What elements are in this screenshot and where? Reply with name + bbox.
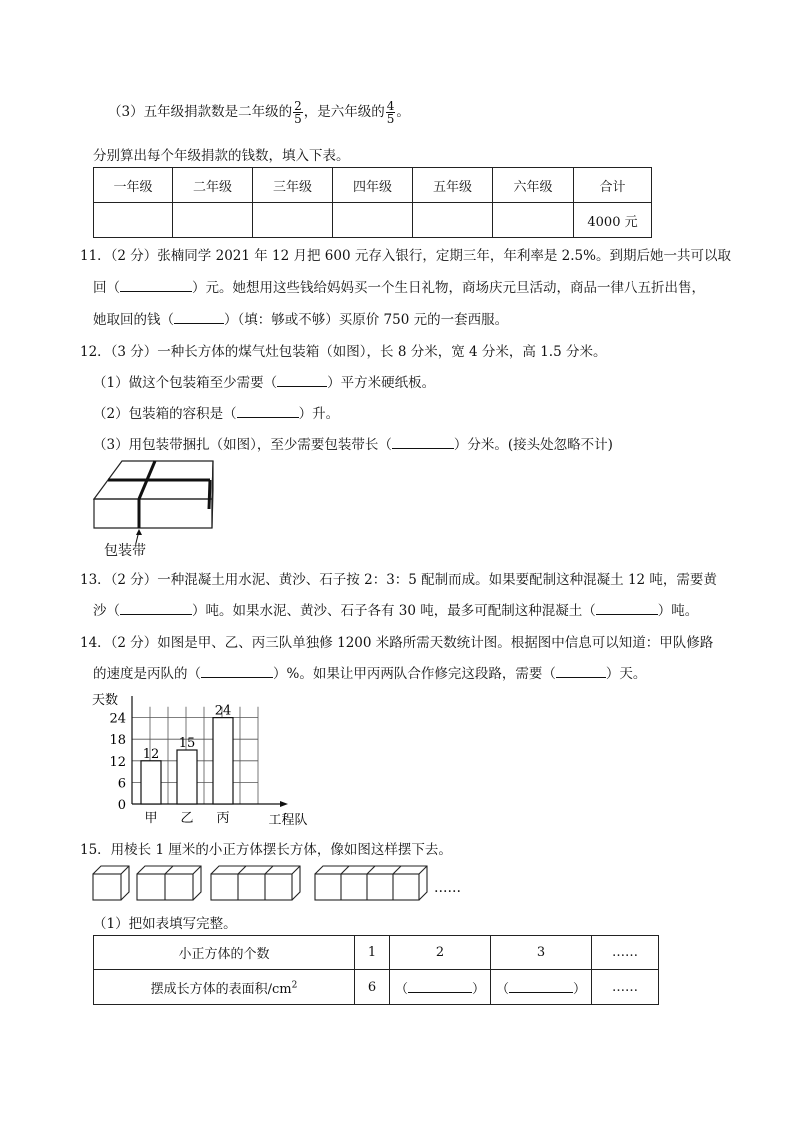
y-axis-label: 天数 — [92, 693, 119, 708]
box-side-face — [212, 461, 213, 528]
header-grade2: 二年级 — [173, 168, 253, 203]
q11-line2: 回（ ）元。她想用这些钱给妈妈买一个生日礼物，商场庆元旦活动，商品一律八五折出售， — [93, 280, 705, 296]
area-2-cell: （ ） — [390, 970, 491, 1005]
donation-table — [93, 167, 652, 238]
header-grade3: 三年级 — [253, 168, 333, 203]
cell-grade2[interactable] — [173, 203, 253, 238]
q12-answer-2[interactable] — [237, 405, 299, 418]
q12-line1: 12．（3 分）一种长方体的煤气灶包装箱（如图），长 8 分米，宽 4 分米，高 1.5 分米。 — [80, 344, 607, 360]
bar-丙 — [213, 718, 233, 804]
q13-answer-2[interactable] — [596, 602, 658, 615]
category-label: 乙 — [180, 811, 194, 826]
area-1: 6 — [355, 970, 390, 1005]
q14-line2: 的速度是丙队的（ ）%。如果让甲丙两队合作修完这段路，需要（ ）天。 — [93, 666, 647, 682]
cell-grade5[interactable] — [413, 203, 493, 238]
q15-part1: （1）把如表填写完整。 — [93, 916, 237, 932]
strap — [108, 461, 210, 528]
q12-answer-1[interactable] — [277, 374, 327, 387]
area-3-answer[interactable] — [509, 980, 573, 993]
header-total: 合计 — [574, 168, 652, 203]
q13-answer-1[interactable] — [120, 602, 192, 615]
cube-group-2 — [137, 866, 201, 900]
surface-area-table — [93, 935, 659, 1005]
cell-grade1[interactable] — [94, 203, 173, 238]
count-2: 2 — [390, 936, 491, 970]
cell-grade4[interactable] — [333, 203, 413, 238]
category-label: 甲 — [144, 811, 158, 826]
arrow-head — [136, 529, 142, 535]
bar-甲 — [141, 761, 161, 804]
strap-label: 包装带 — [104, 543, 146, 559]
cubes-ellipsis: …… — [434, 880, 461, 896]
data-label: 15 — [178, 736, 196, 751]
cube-group-4 — [315, 866, 427, 900]
cube-group-1 — [93, 866, 129, 900]
q11-answer-1[interactable] — [120, 279, 192, 292]
data-label: 12 — [142, 746, 160, 762]
y-tick-label: 18 — [109, 733, 126, 749]
q14-answer-1[interactable] — [201, 665, 273, 678]
y-tick-label: 0 — [117, 798, 126, 813]
q11-line1: 11．（2 分）张楠同学 2021 年 12 月把 600 元存入银行，定期三年，年利率是 2.5%。到期后她一共可以取 — [80, 248, 731, 264]
area-more: …… — [592, 970, 659, 1005]
q10-part3: （3）五年级捐款数是二年级的 $\frac{2}{5}$ ，是六年级的 $\frac{4}{5}$ 。 — [108, 99, 410, 126]
y-tick-label: 12 — [109, 754, 126, 770]
count-1: 1 — [355, 936, 390, 970]
row2-label: 摆成长方体的表面积$/cm^2$ — [94, 970, 355, 1005]
area-3-cell: （ ） — [491, 970, 592, 1005]
cell-grade3[interactable] — [253, 203, 333, 238]
header-grade1: 一年级 — [94, 168, 173, 203]
header-grade4: 四年级 — [333, 168, 413, 203]
bar-乙 — [177, 750, 197, 804]
q15-line1: 15．用棱长 1 厘米的小正方体摆长方体，像如图这样摆下去。 — [80, 842, 452, 858]
q13-line2: 沙（ ）吨。如果水泥、黄沙、石子各有 30 吨，最多可配制这种混凝土（ ）吨。 — [93, 603, 699, 619]
x-axis-label: 工程队 — [268, 813, 308, 828]
cube-arrangement-figure — [92, 864, 432, 904]
q10-instruction: 分别算出每个年级捐款的钱数，填入下表。 — [93, 148, 350, 164]
header-grade5: 五年级 — [413, 168, 493, 203]
count-more: …… — [592, 936, 659, 970]
q12-part1: （1）做这个包装箱至少需要（ ）平方米硬纸板。 — [93, 375, 436, 391]
q14-line1: 14．（2 分）如图是甲、乙、丙三队单独修 1200 米路所需天数统计图。根据图中信息可以知道：甲队修路 — [80, 635, 714, 651]
q12-part3: （3）用包装带捆扎（如图），至少需要包装带长（ ）分米。(接头处忽略不计) — [93, 437, 613, 453]
area-2-answer[interactable] — [408, 980, 472, 993]
category-label: 丙 — [216, 811, 230, 826]
fraction-4-5: $\frac{4}{5}$ — [386, 99, 395, 126]
q13-line1: 13．（2 分）一种混凝土用水泥、黄沙、石子按 2：3：5 配制而成。如果要配制这种混凝土 12 吨，需要黄 — [80, 572, 717, 588]
q11-answer-2[interactable] — [174, 311, 224, 324]
x-axis-arrow — [280, 801, 288, 807]
cell-total: 4000 元 — [574, 203, 652, 238]
q11-line3: 她取回的钱（ ）（填：够或不够）买原价 750 元的一套西服。 — [93, 312, 509, 328]
header-grade6: 六年级 — [493, 168, 574, 203]
q12-part2: （2）包装箱的容积是（ ）升。 — [93, 406, 340, 422]
days-bar-chart — [90, 688, 330, 828]
y-tick-label: 6 — [117, 776, 126, 792]
data-label: 24 — [214, 703, 232, 719]
count-3: 3 — [491, 936, 592, 970]
box-front-face — [94, 499, 212, 528]
cube-group-3 — [211, 866, 300, 900]
q14-answer-2[interactable] — [556, 665, 606, 678]
fraction-2-5: $\frac{2}{5}$ — [294, 99, 302, 126]
y-tick-label: 24 — [109, 711, 126, 727]
row1-label: 小正方体的个数 — [94, 936, 355, 970]
q12-answer-3[interactable] — [392, 436, 454, 449]
cell-grade6[interactable] — [493, 203, 574, 238]
